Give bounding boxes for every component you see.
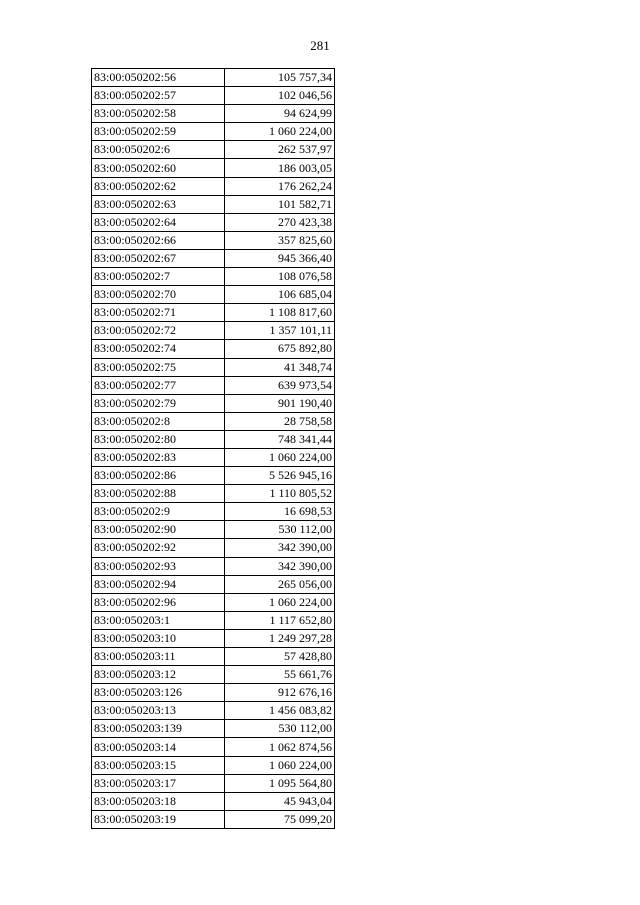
value-cell: 1 062 874,56 (225, 738, 335, 756)
cadastral-number-cell: 83:00:050202:74 (92, 340, 225, 358)
table-row (92, 304, 335, 322)
cadastral-number-cell: 83:00:050203:17 (92, 774, 225, 792)
table-row (92, 159, 335, 177)
cadastral-number-cell: 83:00:050202:67 (92, 249, 225, 267)
value-cell: 5 526 945,16 (225, 467, 335, 485)
cadastral-number-cell: 83:00:050202:56 (92, 69, 225, 87)
value-cell: 270 423,38 (225, 213, 335, 231)
cadastral-number-cell: 83:00:050203:126 (92, 684, 225, 702)
cadastral-number-cell: 83:00:050202:92 (92, 539, 225, 557)
table-row (92, 648, 335, 666)
value-cell: 901 190,40 (225, 394, 335, 412)
cadastral-number-cell: 83:00:050202:66 (92, 231, 225, 249)
value-cell: 41 348,74 (225, 358, 335, 376)
table-row (92, 593, 335, 611)
cadastral-number-cell: 83:00:050203:12 (92, 666, 225, 684)
value-cell: 1 060 224,00 (225, 448, 335, 466)
table-row (92, 539, 335, 557)
value-cell: 75 099,20 (225, 810, 335, 828)
value-cell: 912 676,16 (225, 684, 335, 702)
value-cell: 16 698,53 (225, 503, 335, 521)
cadastral-number-cell: 83:00:050203:11 (92, 648, 225, 666)
cadastral-number-cell: 83:00:050203:15 (92, 756, 225, 774)
table-row (92, 503, 335, 521)
value-cell: 262 537,97 (225, 141, 335, 159)
value-cell: 57 428,80 (225, 648, 335, 666)
table-row (92, 286, 335, 304)
table-row (92, 448, 335, 466)
table-row (92, 340, 335, 358)
cadastral-number-cell: 83:00:050203:13 (92, 702, 225, 720)
value-cell: 530 112,00 (225, 521, 335, 539)
value-cell: 342 390,00 (225, 539, 335, 557)
value-cell: 106 685,04 (225, 286, 335, 304)
cadastral-number-cell: 83:00:050202:8 (92, 412, 225, 430)
cadastral-number-cell: 83:00:050203:14 (92, 738, 225, 756)
cadastral-number-cell: 83:00:050202:6 (92, 141, 225, 159)
cadastral-number-cell: 83:00:050202:77 (92, 376, 225, 394)
table-row (92, 394, 335, 412)
table-row (92, 87, 335, 105)
table-row (92, 756, 335, 774)
value-cell: 748 341,44 (225, 430, 335, 448)
cadastral-number-cell: 83:00:050202:59 (92, 123, 225, 141)
cadastral-number-cell: 83:00:050203:19 (92, 810, 225, 828)
value-cell: 342 390,00 (225, 557, 335, 575)
cadastral-number-cell: 83:00:050202:58 (92, 105, 225, 123)
cadastral-number-cell: 83:00:050202:90 (92, 521, 225, 539)
cadastral-number-cell: 83:00:050202:96 (92, 593, 225, 611)
table-row (92, 485, 335, 503)
table-row (92, 738, 335, 756)
table-row (92, 810, 335, 828)
cadastral-number-cell: 83:00:050202:9 (92, 503, 225, 521)
table-row (92, 521, 335, 539)
value-cell: 45 943,04 (225, 792, 335, 810)
value-cell: 530 112,00 (225, 720, 335, 738)
table-row (92, 123, 335, 141)
cadastral-number-cell: 83:00:050202:83 (92, 448, 225, 466)
cadastral-number-cell: 83:00:050202:79 (92, 394, 225, 412)
value-cell: 639 973,54 (225, 376, 335, 394)
table-row (92, 720, 335, 738)
cadastral-number-cell: 83:00:050202:62 (92, 177, 225, 195)
table-row (92, 69, 335, 87)
value-cell: 105 757,34 (225, 69, 335, 87)
value-cell: 357 825,60 (225, 231, 335, 249)
value-cell: 176 262,24 (225, 177, 335, 195)
cadastral-number-cell: 83:00:050202:93 (92, 557, 225, 575)
cadastral-number-cell: 83:00:050202:7 (92, 268, 225, 286)
value-cell: 28 758,58 (225, 412, 335, 430)
cadastral-number-cell: 83:00:050202:75 (92, 358, 225, 376)
page-number: 281 (310, 38, 330, 53)
table-row (92, 268, 335, 286)
cadastral-number-cell: 83:00:050202:60 (92, 159, 225, 177)
table-row (92, 774, 335, 792)
table-row (92, 141, 335, 159)
value-cell: 186 003,05 (225, 159, 335, 177)
value-cell: 1 095 564,80 (225, 774, 335, 792)
cadastral-number-cell: 83:00:050202:57 (92, 87, 225, 105)
value-cell: 94 624,99 (225, 105, 335, 123)
table-row (92, 430, 335, 448)
cadastral-number-cell: 83:00:050203:18 (92, 792, 225, 810)
value-cell: 945 366,40 (225, 249, 335, 267)
table-row (92, 177, 335, 195)
value-cell: 1 108 817,60 (225, 304, 335, 322)
cadastral-number-cell: 83:00:050202:72 (92, 322, 225, 340)
cadastral-number-cell: 83:00:050202:71 (92, 304, 225, 322)
value-cell: 1 249 297,28 (225, 629, 335, 647)
value-cell: 265 056,00 (225, 575, 335, 593)
table-row (92, 322, 335, 340)
table-row (92, 629, 335, 647)
value-cell: 1 110 805,52 (225, 485, 335, 503)
value-cell: 1 060 224,00 (225, 593, 335, 611)
table-row (92, 358, 335, 376)
cadastral-number-cell: 83:00:050203:1 (92, 611, 225, 629)
cadastral-value-table (91, 68, 335, 829)
cadastral-number-cell: 83:00:050203:10 (92, 629, 225, 647)
cadastral-number-cell: 83:00:050202:94 (92, 575, 225, 593)
cadastral-number-cell: 83:00:050202:86 (92, 467, 225, 485)
table-row (92, 376, 335, 394)
value-cell: 102 046,56 (225, 87, 335, 105)
table-row (92, 249, 335, 267)
value-cell: 1 117 652,80 (225, 611, 335, 629)
value-cell: 1 456 083,82 (225, 702, 335, 720)
value-cell: 55 661,76 (225, 666, 335, 684)
table-row (92, 684, 335, 702)
table-row (92, 412, 335, 430)
cadastral-number-cell: 83:00:050202:88 (92, 485, 225, 503)
table-row (92, 575, 335, 593)
table-row (92, 213, 335, 231)
cadastral-number-cell: 83:00:050202:64 (92, 213, 225, 231)
table-row (92, 105, 335, 123)
table-row (92, 666, 335, 684)
table-row (92, 231, 335, 249)
value-cell: 675 892,80 (225, 340, 335, 358)
table-row (92, 611, 335, 629)
value-cell: 1 060 224,00 (225, 756, 335, 774)
value-cell: 1 357 101,11 (225, 322, 335, 340)
cadastral-number-cell: 83:00:050202:63 (92, 195, 225, 213)
table-body (92, 69, 335, 829)
table-row (92, 557, 335, 575)
table-row (92, 792, 335, 810)
table-row (92, 702, 335, 720)
cadastral-number-cell: 83:00:050203:139 (92, 720, 225, 738)
table-row (92, 195, 335, 213)
value-cell: 101 582,71 (225, 195, 335, 213)
cadastral-number-cell: 83:00:050202:70 (92, 286, 225, 304)
value-cell: 108 076,58 (225, 268, 335, 286)
value-cell: 1 060 224,00 (225, 123, 335, 141)
table-row (92, 467, 335, 485)
cadastral-number-cell: 83:00:050202:80 (92, 430, 225, 448)
